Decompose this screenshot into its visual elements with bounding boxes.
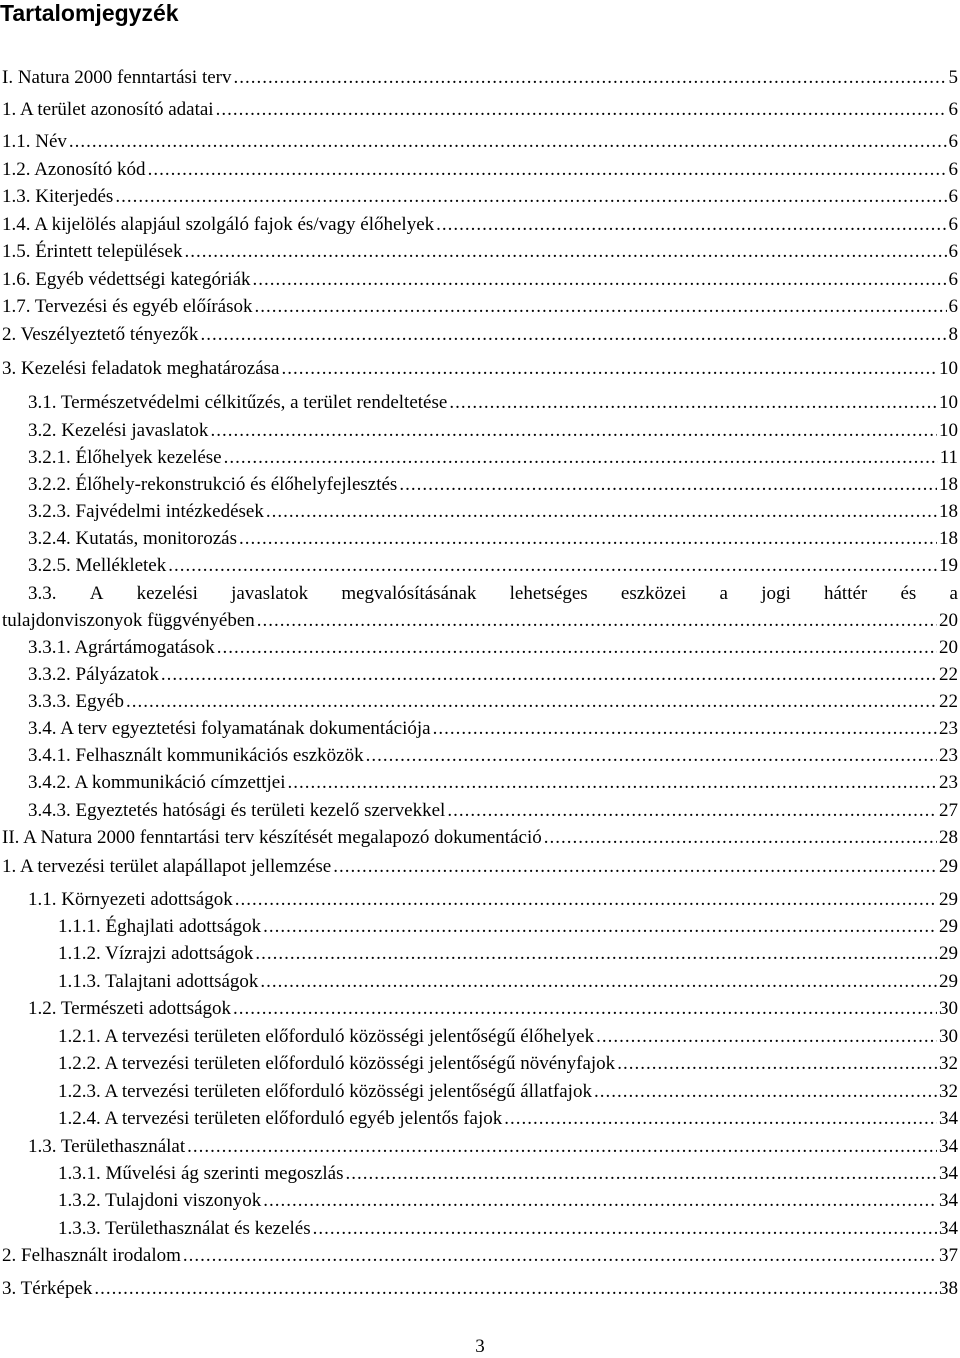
toc-entry-label: 1.2.4. A tervezési területen előforduló egyéb jelentős fajok bbox=[58, 1108, 503, 1129]
toc-entry[interactable] bbox=[0, 827, 958, 849]
toc-entry-wrapped-first-line[interactable] bbox=[28, 583, 958, 605]
toc-entry-label: 3.3.2. Pályázatok bbox=[28, 664, 159, 685]
dot-leader bbox=[333, 856, 937, 878]
dot-leader bbox=[255, 296, 947, 318]
toc-entry-label: 1.3. Kiterjedés bbox=[2, 186, 114, 207]
dot-leader bbox=[253, 269, 947, 291]
dot-leader bbox=[447, 800, 937, 822]
toc-entry-page: 10 bbox=[939, 358, 958, 379]
toc-entry-label: 1.3.2. Tulajdoni viszonyok bbox=[58, 1190, 262, 1211]
toc-entry[interactable] bbox=[0, 159, 958, 181]
toc-entry-label: 3. Térképek bbox=[2, 1278, 93, 1299]
toc-entry-label: 1.6. Egyéb védettségi kategóriák bbox=[2, 269, 251, 290]
toc-entry[interactable] bbox=[0, 447, 958, 469]
toc-entry[interactable] bbox=[0, 420, 958, 442]
toc-entry[interactable] bbox=[0, 998, 958, 1020]
dot-leader bbox=[504, 1108, 937, 1130]
toc-entry-label: 3.2.1. Élőhelyek kezelése bbox=[28, 447, 222, 468]
toc-entry-page: 6 bbox=[948, 296, 958, 317]
word: a bbox=[719, 583, 728, 604]
dot-leader bbox=[233, 998, 937, 1020]
toc-entry-page: 20 bbox=[939, 610, 958, 631]
dot-leader bbox=[544, 827, 937, 849]
toc-entry[interactable] bbox=[0, 637, 958, 659]
toc-entry-page: 38 bbox=[939, 1278, 958, 1299]
dot-leader bbox=[345, 1163, 937, 1185]
dot-leader bbox=[94, 1278, 937, 1300]
page-number: 3 bbox=[475, 1336, 485, 1357]
toc-entry-label: 3.3.3. Egyéb bbox=[28, 691, 125, 712]
toc-entry[interactable] bbox=[0, 1026, 958, 1048]
dot-leader bbox=[313, 1218, 937, 1240]
toc-entry-label: 2. Felhasznált irodalom bbox=[2, 1245, 181, 1266]
toc-entry-page: 18 bbox=[939, 501, 958, 522]
toc-entry-page: 22 bbox=[939, 691, 958, 712]
toc-entry-page: 20 bbox=[939, 637, 958, 658]
dot-leader bbox=[617, 1053, 937, 1075]
toc-entry-page: 23 bbox=[939, 718, 958, 739]
toc-entry-label: 1.4. A kijelölés alapjául szolgáló fajok és/vagy élőhelyek bbox=[2, 214, 435, 235]
dot-leader bbox=[200, 324, 946, 346]
toc-entry-label: 1.2.1. A tervezési területen előforduló közösségi jelentőségű élőhelyek bbox=[58, 1026, 595, 1047]
dot-leader bbox=[255, 943, 937, 965]
toc-entry-label: 3.1. Természetvédelmi célkitűzés, a terület rendeltetése bbox=[28, 392, 448, 413]
dot-leader bbox=[161, 664, 937, 686]
word: A bbox=[89, 583, 104, 604]
toc-entry-label: I. Natura 2000 fenntartási terv bbox=[2, 67, 232, 88]
dot-leader bbox=[216, 99, 947, 121]
toc-entry[interactable] bbox=[0, 269, 958, 291]
dot-leader bbox=[217, 637, 937, 659]
dot-leader bbox=[281, 358, 937, 380]
toc-entry-label: 1.2. Azonosító kód bbox=[2, 159, 146, 180]
toc-entry-label: 3.4.2. A kommunikáció címzettjei bbox=[28, 772, 286, 793]
dot-leader bbox=[224, 447, 938, 469]
toc-entry[interactable] bbox=[0, 1190, 958, 1212]
toc-entry[interactable] bbox=[0, 1053, 958, 1075]
toc-entry[interactable] bbox=[0, 186, 958, 208]
toc-entry[interactable] bbox=[0, 241, 958, 263]
word: és bbox=[900, 583, 917, 604]
toc-entry[interactable] bbox=[0, 131, 958, 153]
toc-entry-label: tulajdonviszonyok függvényében bbox=[2, 610, 255, 631]
dot-leader bbox=[115, 186, 946, 208]
toc-entry-label: 1.1.3. Talajtani adottságok bbox=[58, 971, 259, 992]
toc-entry-label: 3.2.3. Fajvédelmi intézkedések bbox=[28, 501, 264, 522]
toc-entry-page: 29 bbox=[939, 971, 958, 992]
toc-entry-page: 37 bbox=[939, 1245, 958, 1266]
dot-leader bbox=[210, 420, 937, 442]
dot-leader bbox=[433, 718, 937, 740]
toc-entry-label: 1.1.1. Éghajlati adottságok bbox=[58, 916, 262, 937]
toc-entry-page: 6 bbox=[948, 99, 958, 120]
toc-entry[interactable] bbox=[0, 358, 958, 380]
toc-entry-page: 23 bbox=[939, 772, 958, 793]
toc-entry[interactable] bbox=[0, 664, 958, 686]
toc-entry-page: 6 bbox=[948, 131, 958, 152]
toc-entry-label: 1.3.3. Területhasználat és kezelés bbox=[58, 1218, 311, 1239]
toc-entry-page: 6 bbox=[948, 241, 958, 262]
toc-entry-page: 34 bbox=[939, 1108, 958, 1129]
dot-leader bbox=[260, 971, 937, 993]
toc-entry[interactable] bbox=[0, 501, 958, 523]
toc-entry[interactable] bbox=[0, 214, 958, 236]
toc-entry-label: 1.1.2. Vízrajzi adottságok bbox=[58, 943, 254, 964]
toc-entry-label: 3.4.3. Egyeztetés hatósági és területi kezelő szervekkel bbox=[28, 800, 446, 821]
word: a bbox=[949, 583, 958, 604]
dot-leader bbox=[234, 67, 947, 89]
dot-leader bbox=[596, 1026, 937, 1048]
word: javaslatok bbox=[231, 583, 309, 604]
toc-entry-label: 3.4.1. Felhasznált kommunikációs eszközök bbox=[28, 745, 364, 766]
toc-entry-label: 3.2.2. Élőhely-rekonstrukció és élőhelyfejlesztés bbox=[28, 474, 398, 495]
toc-entry[interactable] bbox=[0, 1081, 958, 1103]
toc-entry[interactable] bbox=[0, 324, 958, 346]
toc-entry[interactable] bbox=[0, 691, 958, 713]
toc-entry-page: 18 bbox=[939, 474, 958, 495]
toc-entry[interactable] bbox=[0, 296, 958, 318]
toc-entry[interactable] bbox=[0, 610, 958, 632]
dot-leader bbox=[263, 916, 937, 938]
toc-entry[interactable] bbox=[0, 1163, 958, 1185]
toc-entry-page: 6 bbox=[948, 214, 958, 235]
dot-leader bbox=[126, 691, 937, 713]
toc-entry-label: 1.7. Tervezési és egyéb előírások bbox=[2, 296, 253, 317]
toc-entry-page: 10 bbox=[939, 392, 958, 413]
toc-entry-page: 34 bbox=[939, 1190, 958, 1211]
toc-entry-page: 28 bbox=[939, 827, 958, 848]
word: háttér bbox=[823, 583, 868, 604]
toc-entry-page: 34 bbox=[939, 1218, 958, 1239]
toc-entry[interactable] bbox=[0, 1278, 958, 1300]
toc-entry[interactable] bbox=[0, 772, 958, 794]
toc-entry-page: 32 bbox=[939, 1053, 958, 1074]
dot-leader bbox=[235, 889, 937, 911]
toc-entry[interactable] bbox=[0, 916, 958, 938]
toc-entry-page: 29 bbox=[939, 916, 958, 937]
toc-entry-label: 1. A tervezési terület alapállapot jellemzése bbox=[2, 856, 332, 877]
toc-entry-page: 11 bbox=[939, 447, 958, 468]
toc-entry-page: 30 bbox=[939, 998, 958, 1019]
toc-entry[interactable] bbox=[0, 528, 958, 550]
dot-leader bbox=[266, 501, 937, 523]
toc-entry[interactable] bbox=[0, 800, 958, 822]
dot-leader bbox=[168, 555, 937, 577]
toc-entry-label: 1.2. Természeti adottságok bbox=[28, 998, 232, 1019]
toc-entry[interactable] bbox=[0, 856, 958, 878]
toc-entry[interactable] bbox=[0, 392, 958, 414]
dot-leader bbox=[449, 392, 937, 414]
toc-entry[interactable] bbox=[0, 555, 958, 577]
word: 3.3. bbox=[28, 583, 57, 604]
toc-entry-page: 30 bbox=[939, 1026, 958, 1047]
toc-entry-page: 34 bbox=[939, 1136, 958, 1157]
toc-entry-label: 1.2.2. A tervezési területen előforduló közösségi jelentőségű növényfajok bbox=[58, 1053, 616, 1074]
toc-entry[interactable] bbox=[0, 1136, 958, 1158]
dot-leader bbox=[436, 214, 946, 236]
dot-leader bbox=[263, 1190, 937, 1212]
dot-leader bbox=[594, 1081, 937, 1103]
toc-entry[interactable] bbox=[0, 718, 958, 740]
toc-entry-label: 3.4. A terv egyeztetési folyamatának dokumentációja bbox=[28, 718, 431, 739]
dot-leader bbox=[184, 241, 946, 263]
dot-leader bbox=[366, 745, 937, 767]
toc-entry-page: 29 bbox=[939, 943, 958, 964]
toc-entry-label: 3.3.1. Agrártámogatások bbox=[28, 637, 215, 658]
toc-entry-page: 32 bbox=[939, 1081, 958, 1102]
toc-entry-page: 34 bbox=[939, 1163, 958, 1184]
dot-leader bbox=[257, 610, 937, 632]
toc-entry-label: 1. A terület azonosító adatai bbox=[2, 99, 214, 120]
toc-entry-page: 23 bbox=[939, 745, 958, 766]
toc-entry[interactable] bbox=[0, 889, 958, 911]
toc-entry-page: 8 bbox=[948, 324, 958, 345]
toc-entry-page: 27 bbox=[939, 800, 958, 821]
toc-entry-page: 6 bbox=[948, 269, 958, 290]
toc-entry-label: 1.3. Területhasználat bbox=[28, 1136, 186, 1157]
toc-entry-label: 3. Kezelési feladatok meghatározása bbox=[2, 358, 280, 379]
dot-leader bbox=[183, 1245, 937, 1267]
toc-entry[interactable] bbox=[0, 1245, 958, 1267]
toc-entry-page: 22 bbox=[939, 664, 958, 685]
toc-entry-page: 5 bbox=[948, 67, 958, 88]
toc-entry[interactable] bbox=[0, 67, 958, 89]
toc-entry[interactable] bbox=[0, 1108, 958, 1130]
toc-entry-label: 3.2.5. Mellékletek bbox=[28, 555, 167, 576]
toc-entry-label: 1.1. Név bbox=[2, 131, 67, 152]
toc-entry[interactable] bbox=[0, 745, 958, 767]
dot-leader bbox=[69, 131, 947, 153]
toc-entry-page: 19 bbox=[939, 555, 958, 576]
word: kezelési bbox=[136, 583, 198, 604]
dot-leader bbox=[187, 1136, 937, 1158]
toc-entry-page: 18 bbox=[939, 528, 958, 549]
toc-entry-label: 3.2. Kezelési javaslatok bbox=[28, 420, 209, 441]
toc-entry-label: 1.3.1. Művelési ág szerinti megoszlás bbox=[58, 1163, 344, 1184]
word: lehetséges bbox=[509, 583, 588, 604]
toc-entry-page: 6 bbox=[948, 186, 958, 207]
toc-entry-page: 10 bbox=[939, 420, 958, 441]
word: megvalósításának bbox=[341, 583, 477, 604]
dot-leader bbox=[288, 772, 937, 794]
dot-leader bbox=[239, 528, 937, 550]
word: jogi bbox=[761, 583, 791, 604]
toc-entry-page: 29 bbox=[939, 889, 958, 910]
toc-entry[interactable] bbox=[0, 1218, 958, 1240]
toc-entry[interactable] bbox=[0, 971, 958, 993]
toc-entry-label: 2. Veszélyeztető tényezők bbox=[2, 324, 199, 345]
toc-entry-page: 29 bbox=[939, 856, 958, 877]
dot-leader bbox=[148, 159, 947, 181]
dot-leader bbox=[399, 474, 937, 496]
toc-entry-label: 1.1. Környezeti adottságok bbox=[28, 889, 233, 910]
toc-entry-page: 6 bbox=[948, 159, 958, 180]
toc-title: Tartalomjegyzék bbox=[0, 0, 179, 26]
toc-entry[interactable] bbox=[0, 474, 958, 496]
toc-entry-label: II. A Natura 2000 fenntartási terv készítését megalapozó dokumentáció bbox=[2, 827, 542, 848]
toc-entry-label: 3.2.4. Kutatás, monitorozás bbox=[28, 528, 237, 549]
toc-entry-label: 1.5. Érintett települések bbox=[2, 241, 183, 262]
toc-entry[interactable] bbox=[0, 943, 958, 965]
toc-entry[interactable] bbox=[0, 99, 958, 121]
word: eszközei bbox=[620, 583, 687, 604]
toc-entry-label: 1.2.3. A tervezési területen előforduló közösségi jelentőségű állatfajok bbox=[58, 1081, 592, 1102]
